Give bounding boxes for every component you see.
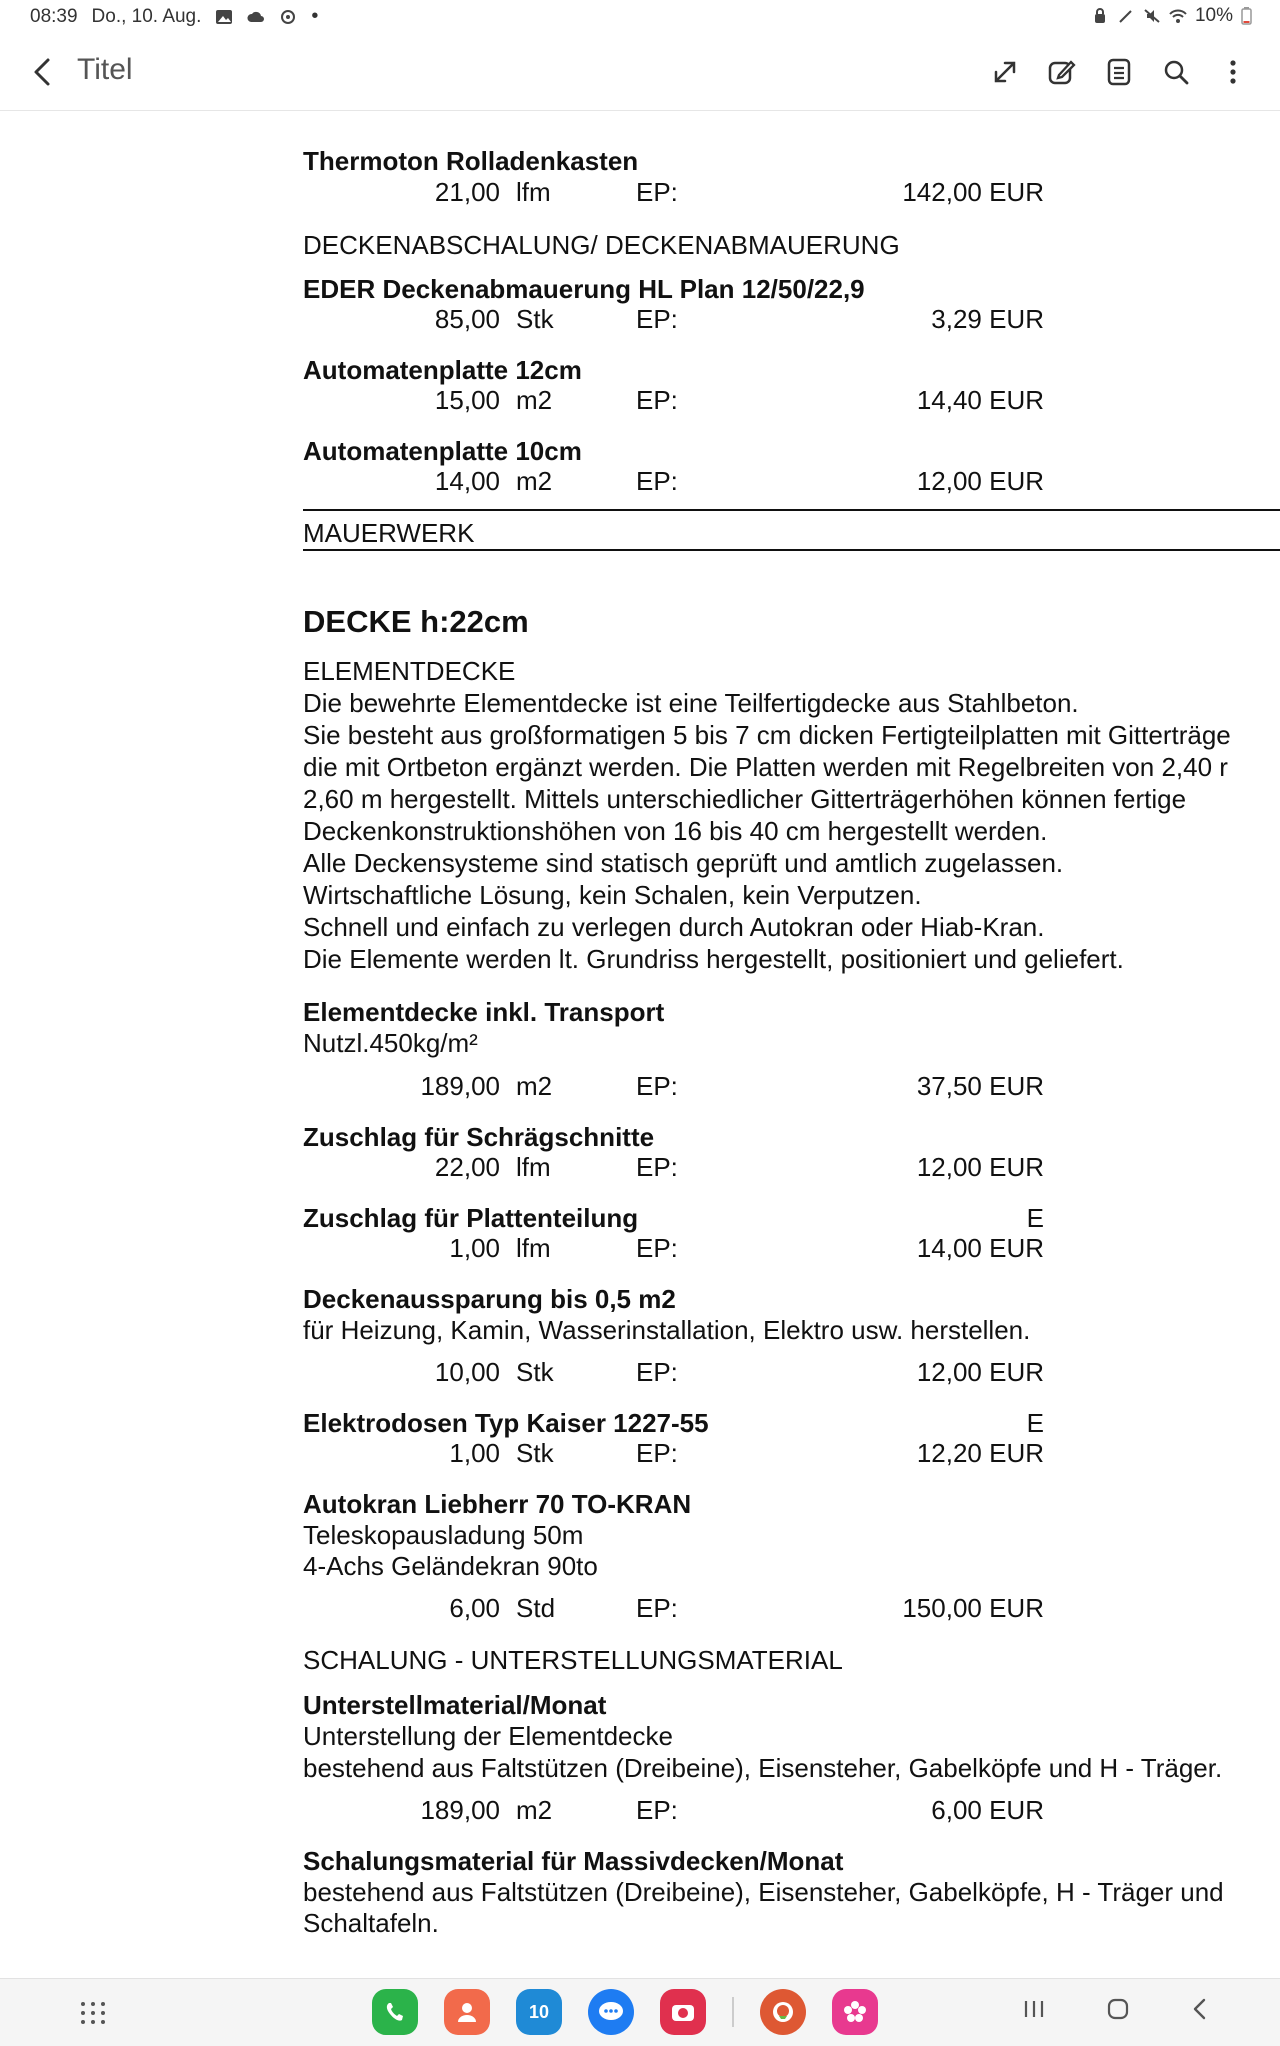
note-title[interactable]: Titel [77, 53, 133, 86]
item-qty: 22,00 [434, 1152, 500, 1182]
phone-app-icon[interactable] [372, 1989, 418, 2035]
description-line: Die Elemente werden lt. Grundriss hergestellt, positioniert und geliefert. [303, 944, 1124, 974]
expand-button[interactable] [988, 52, 1022, 92]
description-line: Schnell und einfach zu verlegen durch Autokran oder Hiab-Kran. [303, 912, 1045, 942]
item-unit: lfm [516, 1233, 551, 1263]
item-subtitle: 4-Achs Geländekran 90to [303, 1551, 598, 1581]
lock-status-icon [1091, 8, 1109, 24]
back-arrow-icon[interactable] [28, 54, 60, 90]
item-unit: m2 [516, 385, 553, 415]
page-view-button[interactable] [1102, 52, 1136, 92]
item-subtitle: Teleskopausladung 50m [303, 1520, 584, 1550]
item-qty: 21,00 [434, 177, 500, 207]
item-title: Autokran Liebherr 70 TO-KRAN [303, 1489, 692, 1519]
item-price: 12,00 EUR [916, 1152, 1044, 1182]
messages-app-icon[interactable] [588, 1989, 634, 2035]
item-unit: m2 [516, 1071, 553, 1101]
divider-line [303, 549, 1280, 551]
item-price: 12,00 EUR [916, 466, 1044, 496]
section-heading: ELEMENTDECKE [303, 656, 516, 686]
cloud-notification-icon [247, 9, 265, 25]
item-ep-label: EP: [636, 466, 678, 496]
item-unit: Stk [516, 1357, 554, 1387]
section-heading: SCHALUNG - UNTERSTELLUNGSMATERIAL [303, 1645, 843, 1675]
sync-notification-icon [279, 9, 297, 25]
item-price: 3,29 EUR [931, 304, 1044, 334]
app-drawer-icon[interactable] [80, 2001, 106, 2025]
back-nav-icon[interactable] [1190, 1997, 1210, 2021]
calendar-day: 10 [528, 2001, 550, 2022]
item-title: Unterstellmaterial/Monat [303, 1690, 607, 1720]
edit-icon [1047, 57, 1077, 87]
gallery-app-icon[interactable] [832, 1989, 878, 2035]
item-price: 14,40 EUR [916, 385, 1044, 415]
description-line: Wirtschaftliche Lösung, kein Schalen, kein Verputzen. [303, 880, 922, 910]
item-qty: 189,00 [420, 1071, 500, 1101]
pen-status-icon [1117, 8, 1135, 24]
item-qty: 6,00 [449, 1593, 500, 1623]
expand-icon [991, 58, 1019, 86]
item-price: 12,00 EUR [916, 1357, 1044, 1387]
search-button[interactable] [1159, 52, 1193, 92]
item-qty: 85,00 [434, 304, 500, 334]
section-heading: DECKENABSCHALUNG/ DECKENABMAUERUNG [303, 230, 900, 260]
item-ep-label: EP: [636, 177, 678, 207]
item-unit: m2 [516, 1795, 553, 1825]
item-ep-label: EP: [636, 1152, 678, 1182]
section-heading: MAUERWERK [303, 518, 475, 548]
item-title: Elementdecke inkl. Transport [303, 997, 665, 1027]
item-price: 6,00 EUR [931, 1795, 1044, 1825]
item-qty: 1,00 [449, 1438, 500, 1468]
item-title: Automatenplatte 10cm [303, 436, 582, 466]
mute-status-icon [1143, 8, 1161, 24]
item-subtitle: für Heizung, Kamin, Wasserinstallation, Elektro usw. herstellen. [303, 1315, 1031, 1345]
item-title: Zuschlag für Schrägschnitte [303, 1122, 655, 1152]
duckduckgo-app-icon[interactable] [760, 1989, 806, 2035]
item-price: 12,20 EUR [916, 1438, 1044, 1468]
item-ep-label: EP: [636, 1071, 678, 1101]
item-ep-label: EP: [636, 304, 678, 334]
item-title: Schalungsmaterial für Massivdecken/Monat [303, 1846, 844, 1876]
description-line: Deckenkonstruktionshöhen von 16 bis 40 cm hergestellt werden. [303, 816, 1048, 846]
divider-line [303, 509, 1280, 511]
description-line: Sie besteht aus großformatigen 5 bis 7 cm dicken Fertigteilplatten mit Gitterträge [303, 720, 1231, 750]
item-title: Deckenaussparung bis 0,5 m2 [303, 1284, 676, 1314]
item-unit: lfm [516, 1152, 551, 1182]
battery-percent: 10% [1194, 5, 1233, 26]
item-unit: m2 [516, 466, 553, 496]
item-title: EDER Deckenabmauerung HL Plan 12/50/22,9 [303, 274, 865, 304]
item-qty: 1,00 [449, 1233, 500, 1263]
status-bar [0, 0, 1280, 36]
description-line: die mit Ortbeton ergänzt werden. Die Platten werden mit Regelbreiten von 2,40 r [303, 752, 1228, 782]
item-unit: Std [516, 1593, 556, 1623]
item-qty: 189,00 [420, 1795, 500, 1825]
decke-heading: DECKE h:22cm [303, 604, 529, 639]
item-qty: 15,00 [434, 385, 500, 415]
item-title: Zuschlag für Plattenteilung [303, 1203, 639, 1233]
item-mark: E [1026, 1408, 1044, 1438]
status-date: Do., 10. Aug. [91, 5, 202, 27]
item-unit: lfm [516, 177, 551, 207]
item-qty: 10,00 [434, 1357, 500, 1387]
more-vertical-icon [1228, 58, 1238, 86]
item-qty: 14,00 [434, 466, 500, 496]
item-ep-label: EP: [636, 1357, 678, 1387]
item-title: Thermoton Rolladenkasten [303, 146, 639, 176]
home-icon[interactable] [1106, 1997, 1130, 2021]
item-subtitle: Unterstellung der Elementdecke [303, 1721, 673, 1751]
item-ep-label: EP: [636, 1233, 678, 1263]
item-mark: E [1026, 1203, 1044, 1233]
item-subtitle: Schaltafeln. [303, 1908, 439, 1938]
item-title: Elektrodosen Typ Kaiser 1227-55 [303, 1408, 709, 1438]
description-line: Die bewehrte Elementdecke ist eine Teilfertigdecke aus Stahlbeton. [303, 688, 1079, 718]
item-ep-label: EP: [636, 1795, 678, 1825]
status-time: 08:39 [30, 5, 78, 27]
item-subtitle: bestehend aus Faltstützen (Dreibeine), Eisensteher, Gabelköpfe und H - Träger. [303, 1753, 1223, 1783]
gallery-notification-icon [215, 9, 233, 25]
edit-button[interactable] [1045, 52, 1079, 92]
recent-apps-icon[interactable] [1022, 1997, 1046, 2021]
item-ep-label: EP: [636, 1438, 678, 1468]
description-line: Alle Deckensysteme sind statisch geprüft und amtlich zugelassen. [303, 848, 1064, 878]
document-page[interactable] [0, 110, 1280, 1978]
dock-separator [732, 1997, 734, 2027]
wifi-status-icon [1169, 8, 1187, 24]
item-price: 150,00 EUR [902, 1593, 1044, 1623]
item-ep-label: EP: [636, 385, 678, 415]
more-notifications-dot: • [311, 5, 319, 27]
camera-app-icon[interactable] [660, 1989, 706, 2035]
contacts-app-icon[interactable] [444, 1989, 490, 2035]
item-price: 142,00 EUR [902, 177, 1044, 207]
item-unit: Stk [516, 1438, 554, 1468]
more-options-button[interactable] [1216, 52, 1250, 92]
app-dock [372, 1989, 878, 2035]
calendar-app-icon[interactable] [516, 1989, 562, 2035]
app-bar [0, 36, 1280, 111]
item-title: Automatenplatte 12cm [303, 355, 582, 385]
item-subtitle: bestehend aus Faltstützen (Dreibeine), Eisensteher, Gabelköpfe, H - Träger und [303, 1877, 1224, 1907]
search-icon [1162, 58, 1190, 86]
item-unit: Stk [516, 304, 554, 334]
item-price: 14,00 EUR [916, 1233, 1044, 1263]
document-icon [1106, 57, 1132, 87]
item-price: 37,50 EUR [916, 1071, 1044, 1101]
navigation-bar [0, 1978, 1280, 2046]
item-ep-label: EP: [636, 1593, 678, 1623]
item-subtitle: Nutzl.450kg/m² [303, 1028, 478, 1058]
description-line: 2,60 m hergestellt. Mittels unterschiedlicher Gitterträgerhöhen können fertige [303, 784, 1187, 814]
battery-icon [1241, 7, 1252, 25]
